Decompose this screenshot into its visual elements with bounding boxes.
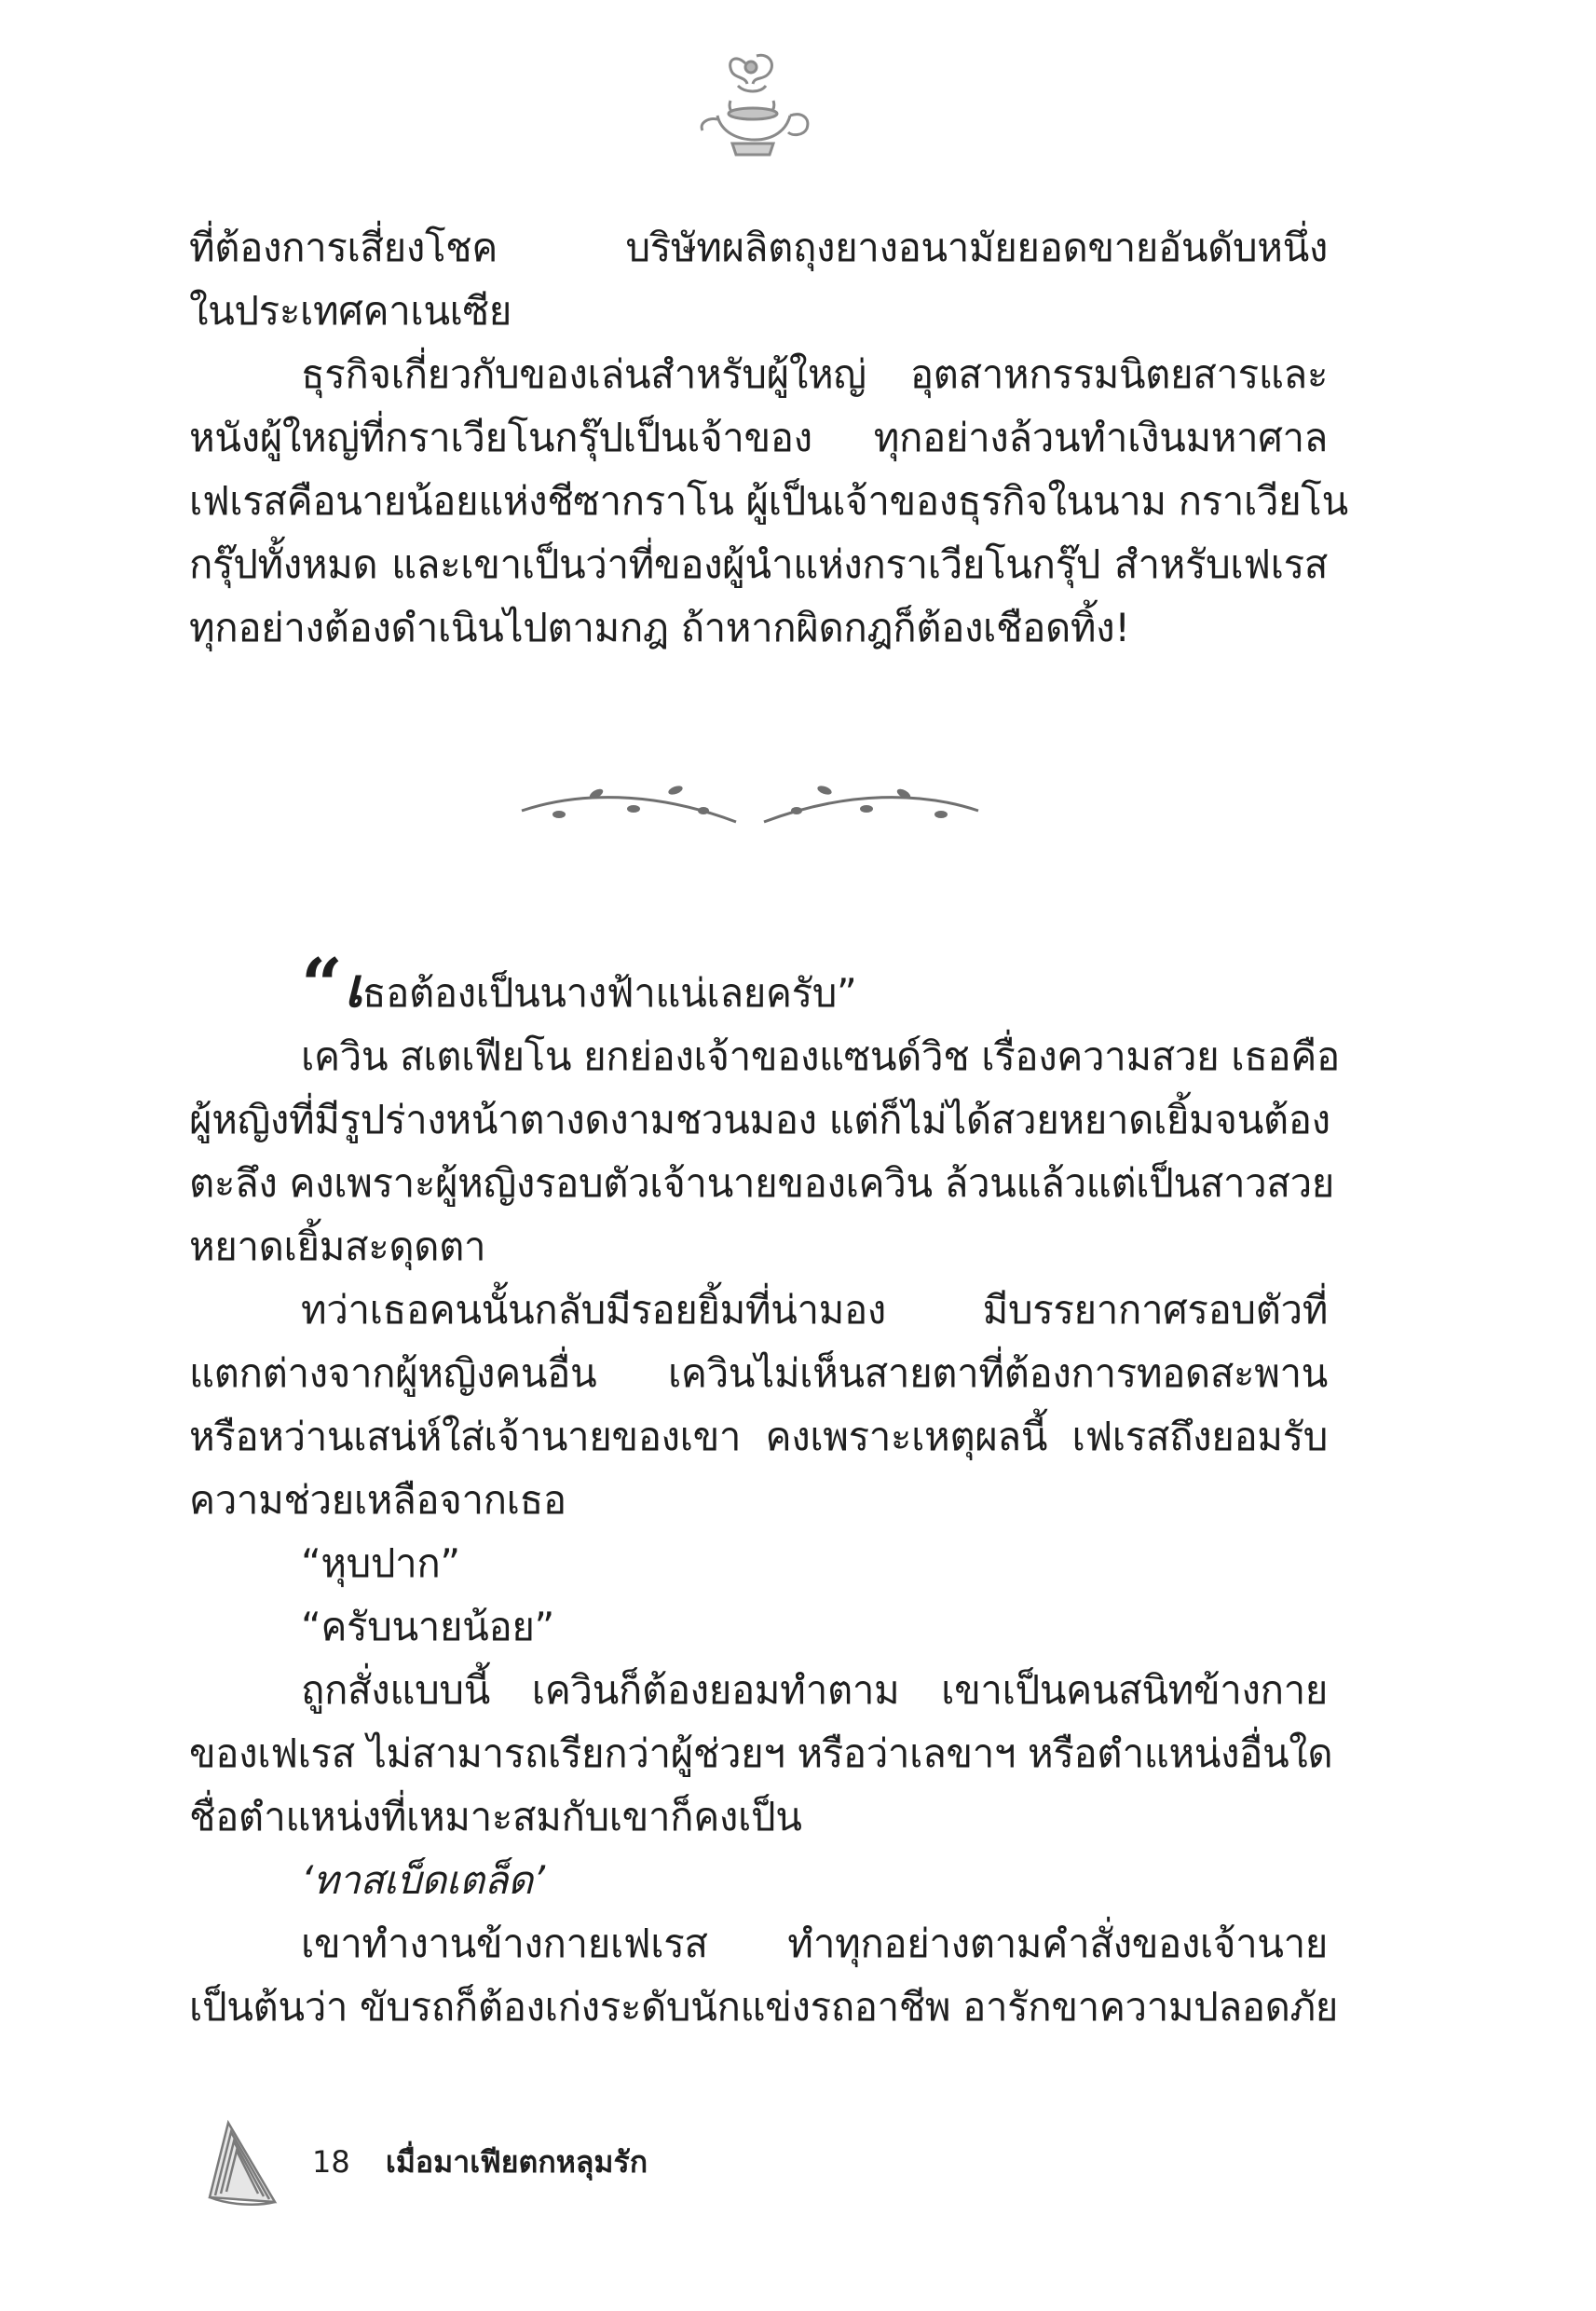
paragraph-block-2 — [189, 943, 1340, 2039]
text-line: เฟเรสคือนายน้อยแห่งชีซากราโน ผู้เป็นเจ้าของธุรกิจในนาม กราเวียโน — [189, 478, 1348, 524]
text-line: ที่ต้องการเสี่ยงโชค บริษัทผลิตถุงยางอนามัยยอดขายอันดับหนึ่ง — [189, 225, 1328, 270]
text-line: ตะลึง คงเพราะผู้หญิงรอบตัวเจ้านายของเควิน ล้วนแล้วแต่เป็นสาวสวย — [189, 1160, 1334, 1206]
text-line: ในประเทศคาเนเซีย — [189, 288, 512, 334]
text-line: เควิน สเตเฟียโน ยกย่องเจ้าของแซนด์วิช เรื่องความสวย เธอคือ — [301, 1033, 1340, 1079]
page-number: 18 — [312, 2144, 350, 2180]
text-line: ถูกสั่งแบบนี้ เควินก็ต้องยอมทำตาม เขาเป็นคนสนิทข้างกาย — [301, 1667, 1328, 1713]
text-line: ผู้หญิงที่มีรูปร่างหน้าตางดงามชวนมอง แต่ก็ไม่ได้สวยหยาดเยิ้มจนต้อง — [189, 1097, 1330, 1142]
book-title: เมื่อมาเฟียตกหลุมรัก — [385, 2144, 648, 2180]
text-line: เป็นต้นว่า ขับรถก็ต้องเก่งระดับนักแข่งรถอาชีพ อารักขาความปลอดภัย — [189, 1984, 1338, 2030]
drop-cap-quote: “ — [301, 943, 343, 1028]
text-line: กรุ๊ปทั้งหมด และเขาเป็นว่าที่ของผู้นำแห่งกราเวียโนกรุ๊ป สำหรับเฟเรส — [189, 541, 1328, 587]
text-line: “หุบปาก” — [301, 1540, 460, 1586]
text-line: ‘ทาสเบ็ดเตล็ด’ — [301, 1857, 545, 1903]
text-line: ธุรกิจเกี่ยวกับของเล่นสำหรับผู้ใหญ่ อุตสาหกรรมนิตยสารและ — [301, 351, 1328, 397]
text-line: แตกต่างจากผู้หญิงคนอื่น เควินไม่เห็นสายตาที่ต้องการทอดสะพาน — [189, 1350, 1328, 1396]
drop-cap-letter: เ — [344, 956, 362, 1019]
genie-lamp-icon — [680, 47, 820, 186]
page-footer — [312, 2143, 648, 2181]
text-line: หยาดเยิ้มสะดุดตา — [189, 1224, 486, 1269]
paragraph-block-1 — [189, 216, 1348, 660]
text-line: “ครับนายน้อย” — [301, 1604, 554, 1649]
text-line: ทุกอย่างต้องดำเนินไปตามกฎ ถ้าหากผิดกฎก็ต้องเชือดทิ้ง! — [189, 605, 1130, 650]
text-line: หนังผู้ใหญ่ที่กราเวียโนกรุ๊ปเป็นเจ้าของ ทุกอย่างล้วนทำเงินมหาศาล — [189, 415, 1328, 460]
text-line: หรือหว่านเสน่ห์ใส่เจ้านายของเขา คงเพราะเหตุผลนี้ เฟเรสถึงยอมรับ — [189, 1414, 1328, 1459]
text-line: ความช่วยเหลือจากเธอ — [189, 1477, 566, 1523]
text-line: ของเฟเรส ไม่สามารถเรียกว่าผู้ช่วยฯ หรือว่าเลขาฯ หรือตำแหน่งอื่นใด — [189, 1730, 1333, 1776]
vine-divider-icon — [503, 773, 997, 848]
text-line: ชื่อตำแหน่งที่เหมาะสมกับเขาก็คงเป็น — [189, 1794, 802, 1839]
sandwich-icon — [200, 2113, 284, 2211]
dialogue-text: ธอต้องเป็นนางฟ้าแน่เลยครับ” — [361, 970, 857, 1016]
dialogue-opening-line — [189, 943, 1328, 1028]
text-line: ทว่าเธอคนนั้นกลับมีรอยยิ้มที่น่ามอง มีบรรยากาศรอบตัวที่ — [301, 1287, 1328, 1333]
text-line: เขาทำงานข้างกายเฟเรส ทำทุกอย่างตามคำสั่งของเจ้านาย — [301, 1921, 1328, 1966]
